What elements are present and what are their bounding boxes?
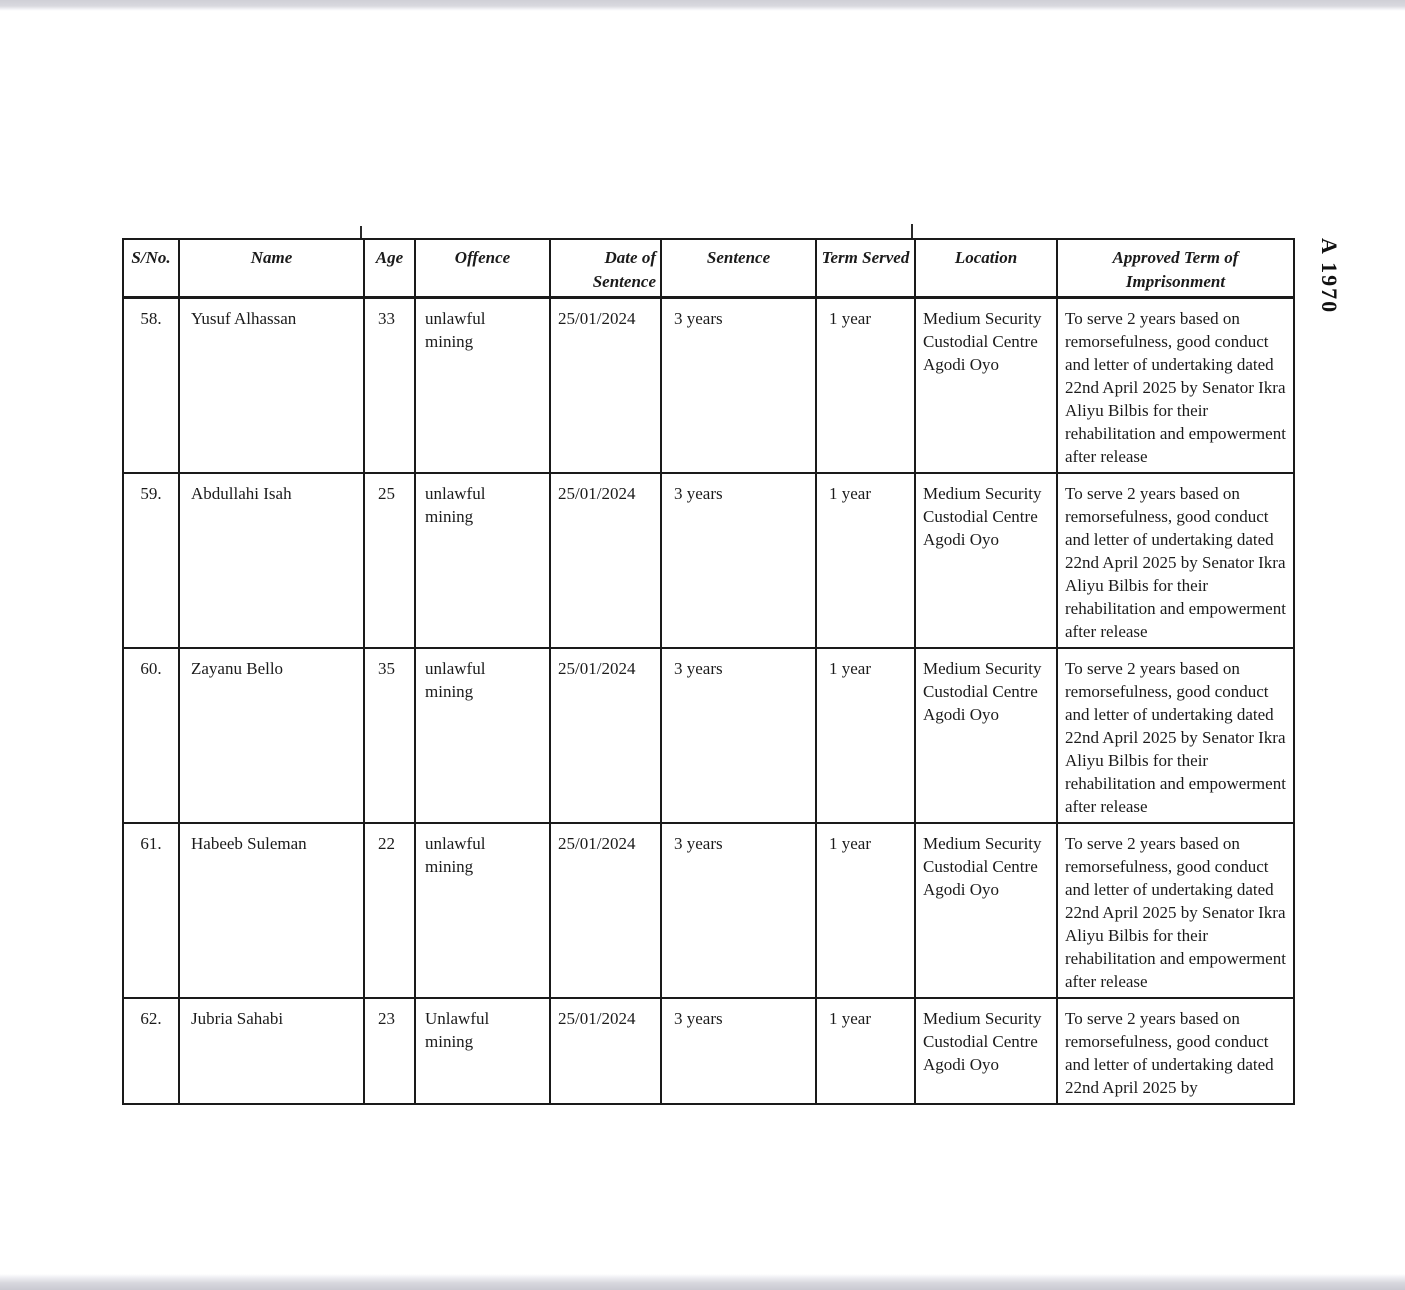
cell-text-name: Yusuf Alhassan <box>191 309 297 328</box>
cell-offence <box>415 648 550 823</box>
cell-sno <box>123 648 179 823</box>
cell-text-sno: 60. <box>140 659 162 678</box>
cell-sentence <box>661 473 816 648</box>
table-row <box>123 648 1294 823</box>
cell-sentence <box>661 298 816 474</box>
cell-text-approved-term: To serve 2 years based on remorsefulness, good conduct and letter of undertaking dated 22nd April 2025 by Senator Ikra Aliyu Bilbis for their rehabilitation and empowerment after release <box>1065 484 1286 641</box>
cell-text-term-served: 1 year <box>829 309 872 328</box>
header-name: Name <box>179 239 364 298</box>
cell-date-of-sentence <box>550 823 661 998</box>
cell-text-sno: 58. <box>140 309 162 328</box>
cell-date-of-sentence <box>550 473 661 648</box>
cell-offence <box>415 823 550 998</box>
cell-date-of-sentence <box>550 998 661 1104</box>
cell-sno <box>123 298 179 474</box>
cell-text-age: 33 <box>378 309 395 328</box>
scan-shadow-top <box>0 0 1405 11</box>
cell-text-term-served: 1 year <box>829 659 872 678</box>
table-row <box>123 823 1294 998</box>
cell-offence <box>415 998 550 1104</box>
cell-text-approved-term: To serve 2 years based on remorsefulness, good conduct and letter of undertaking dated 22nd April 2025 by Senator Ikra Aliyu Bilbis for their rehabilitation and empowerment after release <box>1065 309 1286 466</box>
cell-text-offence: unlawful mining <box>425 309 486 351</box>
cell-name <box>179 998 364 1104</box>
cell-text-approved-term: To serve 2 years based on remorsefulness, good conduct and letter of undertaking dated 22nd April 2025 by Senator Ikra Aliyu Bilbis for their rehabilitation and empowerment after release <box>1065 659 1286 816</box>
cell-text-date-of-sentence: 25/01/2024 <box>558 834 636 853</box>
cell-text-offence: unlawful mining <box>425 659 486 701</box>
cell-text-date-of-sentence: 25/01/2024 <box>558 1009 636 1028</box>
table-row <box>123 298 1294 474</box>
cell-text-sentence: 3 years <box>674 834 723 853</box>
cell-sentence <box>661 648 816 823</box>
cell-sentence <box>661 998 816 1104</box>
cell-text-term-served: 1 year <box>829 484 872 503</box>
cell-age <box>364 648 415 823</box>
cell-sentence <box>661 823 816 998</box>
cell-sno <box>123 823 179 998</box>
cell-age <box>364 298 415 474</box>
cell-name <box>179 473 364 648</box>
header-row <box>123 239 1294 298</box>
cell-approved-term <box>1057 298 1294 474</box>
table-row <box>123 998 1294 1104</box>
cell-age <box>364 823 415 998</box>
cell-name <box>179 648 364 823</box>
cell-text-age: 22 <box>378 834 395 853</box>
cell-text-approved-term: To serve 2 years based on remorsefulness, good conduct and letter of undertaking dated 22nd April 2025 by <box>1065 1009 1274 1097</box>
header-sno: S/No. <box>123 239 179 298</box>
cell-term-served <box>816 298 915 474</box>
header-age: Age <box>364 239 415 298</box>
header-approved-term: Approved Term of Imprisonment <box>1057 239 1294 298</box>
cell-text-term-served: 1 year <box>829 834 872 853</box>
cell-date-of-sentence <box>550 298 661 474</box>
cell-text-date-of-sentence: 25/01/2024 <box>558 309 636 328</box>
page-number-vertical: A 1970 <box>1317 238 1342 315</box>
cell-text-sentence: 3 years <box>674 659 723 678</box>
cell-name <box>179 298 364 474</box>
cell-offence <box>415 473 550 648</box>
header-date-of-sentence: Date of Sentence <box>550 239 661 298</box>
cell-location <box>915 998 1057 1104</box>
cell-location <box>915 648 1057 823</box>
cell-location <box>915 823 1057 998</box>
scan-shadow-bottom <box>0 1274 1405 1290</box>
cell-approved-term <box>1057 823 1294 998</box>
cell-approved-term <box>1057 648 1294 823</box>
cell-text-sno: 59. <box>140 484 162 503</box>
cell-text-location: Medium Security Custodial Centre Agodi Oyo <box>923 484 1042 549</box>
scan-artifact-tick <box>911 224 913 239</box>
header-location: Location <box>915 239 1057 298</box>
header-term-served: Term Served <box>816 239 915 298</box>
cell-offence <box>415 298 550 474</box>
header-sentence: Sentence <box>661 239 816 298</box>
cell-term-served <box>816 823 915 998</box>
prisoner-sentence-table <box>122 238 1295 1105</box>
cell-term-served <box>816 473 915 648</box>
cell-text-offence: Unlawful mining <box>425 1009 490 1051</box>
cell-term-served <box>816 998 915 1104</box>
header-offence: Offence <box>415 239 550 298</box>
cell-text-location: Medium Security Custodial Centre Agodi Oyo <box>923 659 1042 724</box>
cell-text-age: 25 <box>378 484 395 503</box>
cell-text-sentence: 3 years <box>674 484 723 503</box>
cell-term-served <box>816 648 915 823</box>
cell-text-name: Habeeb Suleman <box>191 834 307 853</box>
cell-text-age: 23 <box>378 1009 395 1028</box>
cell-text-name: Jubria Sahabi <box>191 1009 284 1028</box>
cell-text-sentence: 3 years <box>674 309 723 328</box>
cell-text-location: Medium Security Custodial Centre Agodi Oyo <box>923 834 1042 899</box>
cell-text-name: Zayanu Bello <box>191 659 284 678</box>
cell-text-sno: 62. <box>140 1009 162 1028</box>
cell-text-location: Medium Security Custodial Centre Agodi Oyo <box>923 1009 1042 1074</box>
cell-text-date-of-sentence: 25/01/2024 <box>558 484 636 503</box>
cell-name <box>179 823 364 998</box>
table-row <box>123 473 1294 648</box>
cell-text-offence: unlawful mining <box>425 834 486 876</box>
cell-approved-term <box>1057 473 1294 648</box>
cell-age <box>364 998 415 1104</box>
cell-sno <box>123 998 179 1104</box>
cell-text-term-served: 1 year <box>829 1009 872 1028</box>
cell-text-approved-term: To serve 2 years based on remorsefulness, good conduct and letter of undertaking dated 22nd April 2025 by Senator Ikra Aliyu Bilbis for their rehabilitation and empowerment after release <box>1065 834 1286 991</box>
cell-text-date-of-sentence: 25/01/2024 <box>558 659 636 678</box>
cell-location <box>915 473 1057 648</box>
cell-date-of-sentence <box>550 648 661 823</box>
cell-age <box>364 473 415 648</box>
cell-approved-term <box>1057 998 1294 1104</box>
cell-text-name: Abdullahi Isah <box>191 484 292 503</box>
cell-text-age: 35 <box>378 659 395 678</box>
cell-text-sentence: 3 years <box>674 1009 723 1028</box>
cell-sno <box>123 473 179 648</box>
cell-location <box>915 298 1057 474</box>
cell-text-sno: 61. <box>140 834 162 853</box>
cell-text-location: Medium Security Custodial Centre Agodi Oyo <box>923 309 1042 374</box>
cell-text-offence: unlawful mining <box>425 484 486 526</box>
